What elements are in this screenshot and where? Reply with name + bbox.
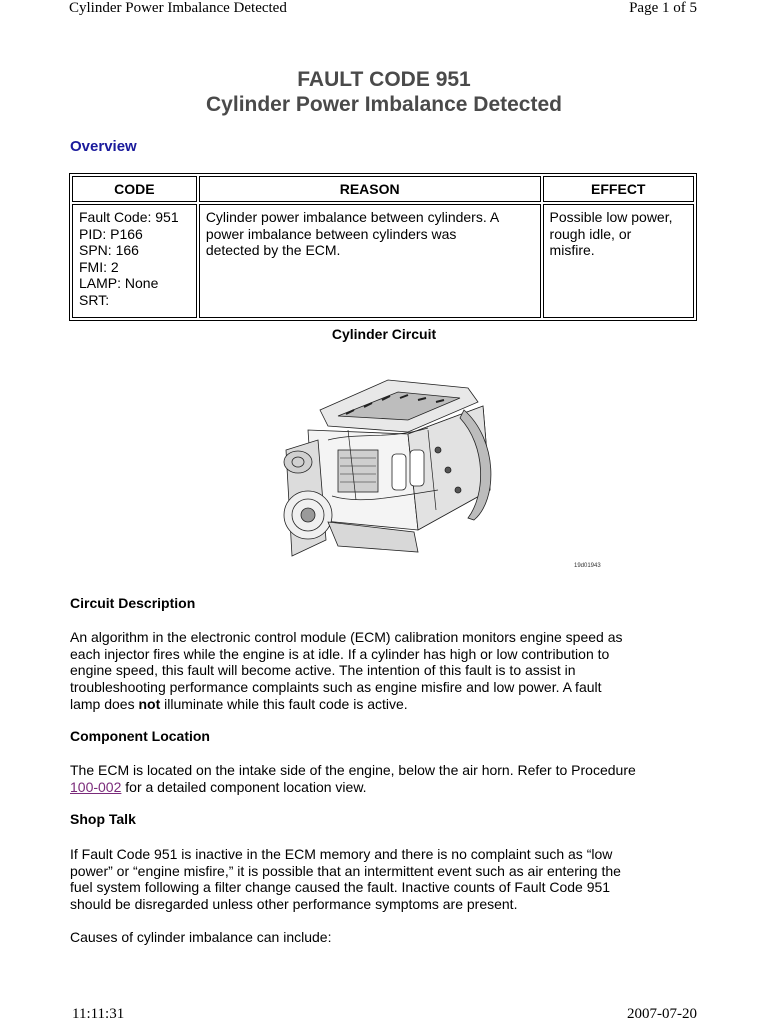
column-header-reason: REASON [199, 176, 541, 202]
code-line: LAMP: None [79, 275, 159, 291]
code-line: SPN: 166 [79, 242, 139, 258]
text-run: lamp does [70, 695, 139, 712]
figure-id: 19d01943 [574, 563, 601, 569]
engine-illustration [268, 370, 498, 570]
circuit-description-heading: Circuit Description [70, 595, 196, 611]
page-number: Page 1 of 5 [629, 0, 697, 16]
code-line: FMI: 2 [79, 258, 119, 275]
emphasis-text: not [138, 695, 161, 712]
paragraph-line: If Fault Code 951 is inactive in the ECM memory and there is no complaint such as “low [70, 846, 613, 862]
paragraph-line: should be disregarded unless other performance symptoms are present. [70, 896, 518, 913]
document-title: FAULT CODE 951 [297, 68, 471, 91]
column-header-code: CODE [72, 176, 197, 202]
shop-talk-text [70, 846, 710, 913]
effect-line: misfire. [549, 242, 595, 258]
effect-line: rough idle, or [549, 225, 632, 242]
print-time: 11:11:31 [72, 1006, 125, 1022]
paragraph-line: An algorithm in the electronic control module (ECM) calibration monitors engine speed as [70, 629, 623, 645]
paragraph-line: troubleshooting performance complaints such as engine misfire and low power. A fault [70, 679, 602, 696]
paragraph-line: The ECM is located on the intake side of the engine, below the air horn. Refer to Procedure [70, 762, 636, 778]
code-cell [72, 204, 197, 318]
circuit-description-text [70, 629, 710, 713]
table-row [72, 204, 694, 318]
paragraph-line [70, 696, 710, 713]
overview-table [69, 173, 697, 321]
overview-heading: Overview [70, 138, 137, 155]
print-date: 2007-07-20 [627, 1006, 697, 1022]
effect-line: Possible low power, [549, 209, 673, 225]
shop-talk-heading: Shop Talk [70, 811, 136, 827]
text-run: illuminate while this fault code is active. [160, 695, 408, 712]
reason-line: Cylinder power imbalance between cylinders. A [205, 209, 500, 225]
code-line: SRT: [79, 291, 110, 308]
column-header-effect: EFFECT [543, 176, 694, 202]
effect-cell [543, 204, 694, 318]
paragraph-line: engine speed, this fault will become active. The intention of this fault is to assist in [70, 662, 576, 679]
diagram-title: Cylinder Circuit [331, 326, 437, 342]
reason-line: power imbalance between cylinders was [205, 225, 457, 242]
paragraph-line: fuel system following a filter change caused the fault. Inactive counts of Fault Code 951 [70, 879, 611, 896]
component-location-heading: Component Location [70, 728, 210, 744]
paragraph-line: each injector fires while the engine is at idle. If a cylinder has high or low contribution to [70, 645, 610, 662]
component-location-text [70, 762, 710, 795]
document-subtitle: Cylinder Power Imbalance Detected [206, 93, 562, 116]
page-header-title: Cylinder Power Imbalance Detected [69, 0, 287, 16]
reason-line: detected by the ECM. [205, 242, 341, 258]
code-line: PID: P166 [79, 225, 143, 242]
procedure-link[interactable]: 100-002 [70, 778, 122, 795]
paragraph-line [70, 779, 710, 796]
reason-cell [199, 204, 541, 318]
text-run: for a detailed component location view. [121, 778, 367, 795]
paragraph-line: power” or “engine misfire,” it is possible that an intermittent event such as air entering the [70, 862, 621, 879]
code-line: Fault Code: 951 [79, 209, 179, 225]
table-header-row [72, 176, 694, 202]
causes-intro: Causes of cylinder imbalance can include: [70, 929, 332, 945]
